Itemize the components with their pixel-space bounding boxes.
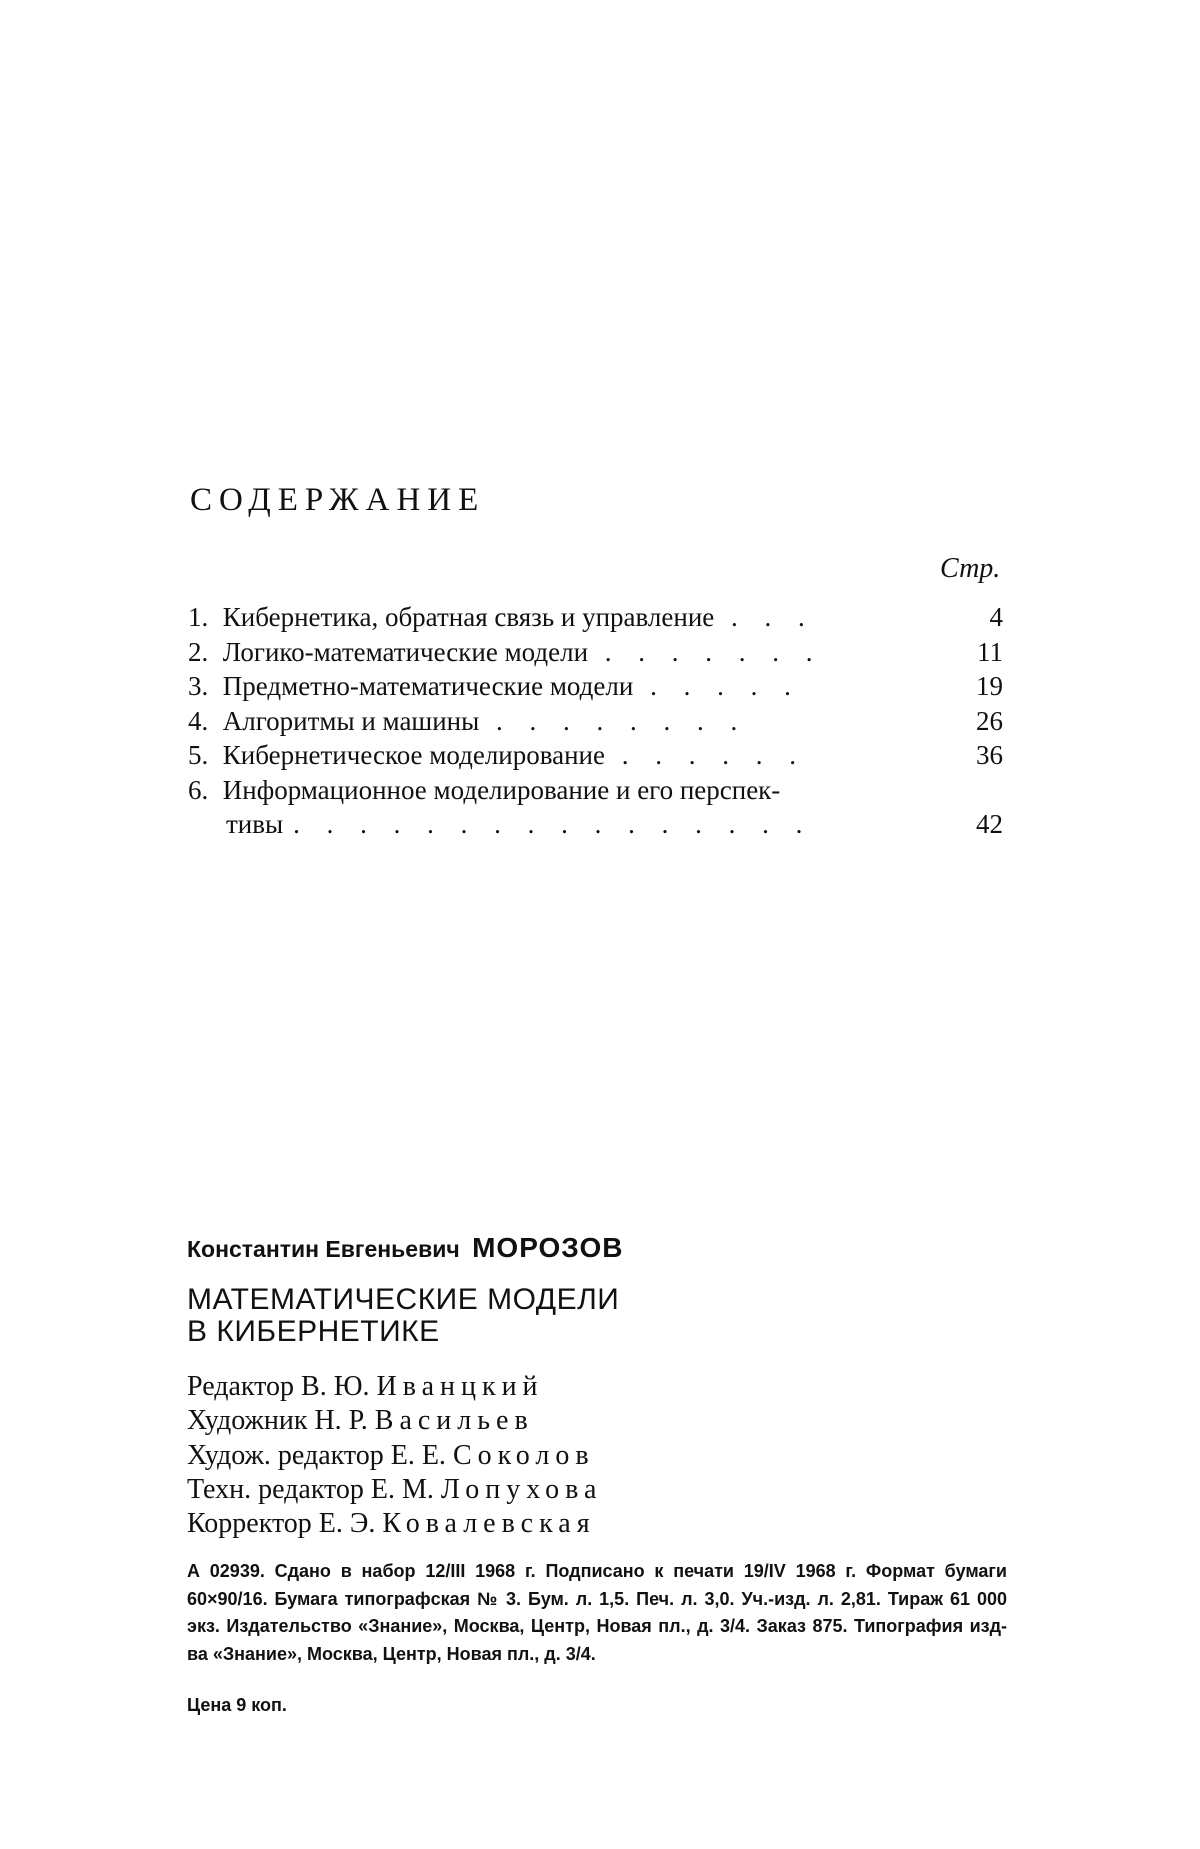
toc-item-number: 2. — [188, 636, 209, 667]
toc-item-number: 1. — [188, 602, 209, 632]
table-of-contents — [188, 600, 1003, 842]
toc-heading: СОДЕРЖАНИЕ — [190, 482, 486, 518]
book-title — [187, 1284, 619, 1348]
toc-item-title: Предметно-математические модели — [222, 671, 634, 701]
toc-item-title-continuation — [188, 807, 1003, 842]
price-label: Цена 9 коп. — [187, 1695, 287, 1715]
toc-item-number: 3. — [188, 671, 209, 701]
staff-entry — [187, 1473, 602, 1507]
toc-dot-leader: . . . . . . . . — [496, 705, 748, 736]
staff-entry — [187, 1507, 602, 1541]
toc-item-page: 4 — [989, 602, 1003, 632]
staff-name: Иванцкий — [376, 1371, 544, 1402]
staff-name: Лопухова — [440, 1473, 603, 1505]
toc-dot-leader: . . . . . . . — [604, 636, 823, 667]
staff-entry — [187, 1370, 602, 1404]
author-name — [187, 1232, 623, 1264]
toc-dot-leader: . . . . . . — [621, 740, 806, 770]
staff-role: Художник Н. Р. — [187, 1405, 368, 1437]
toc-item-number: 6. — [188, 774, 209, 805]
toc-dot-leader: . . . . . . . . . . . . . . . . — [293, 809, 813, 839]
staff-entry — [187, 1404, 602, 1438]
toc-item — [188, 704, 1003, 739]
toc-item-page: 42 — [976, 809, 1003, 839]
toc-item — [188, 738, 1003, 773]
staff-name: Соколов — [452, 1439, 595, 1471]
toc-item-title-line2: тивы — [226, 809, 284, 839]
toc-dot-leader: . . . — [731, 602, 815, 632]
author-surname: МОРОЗОВ — [472, 1232, 624, 1263]
book-title-line-2: В КИБЕРНЕТИКЕ — [187, 1315, 440, 1348]
staff-role: Редактор В. Ю. — [187, 1371, 370, 1402]
staff-role: Корректор Е. Э. — [187, 1508, 376, 1540]
book-title-line-1: МАТЕМАТИЧЕСКИЕ МОДЕЛИ — [187, 1283, 620, 1316]
editorial-staff-list — [187, 1370, 602, 1541]
staff-name: Ковалевская — [382, 1508, 596, 1540]
toc-item-number: 5. — [188, 740, 209, 770]
staff-role: Худож. редактор Е. Е. — [187, 1439, 446, 1471]
toc-item-page: 11 — [977, 636, 1003, 667]
toc-page-column-label: Стр. — [940, 553, 1001, 584]
toc-item — [188, 635, 1003, 670]
toc-item-title: Кибернетическое моделирование — [222, 740, 605, 770]
publication-imprint: А 02939. Сдано в набор 12/III 1968 г. Подписано к печати 19/IV 1968 г. Формат бумаги 60×90/16. Бумага типографская № 3. Бум. л. 1,5. Печ. л. 3,0. Уч.-изд. л. 2,81. Тираж 61 000 экз. Издательство «Знание», Москва, Центр, Новая пл., д. 3/4. Заказ 875. Типография изд-ва «Знание», Москва, Центр, Новая пл., д. 3/4. — [187, 1561, 1007, 1664]
staff-role: Техн. редактор Е. М. — [187, 1473, 434, 1505]
toc-item-title: Логико-математические модели — [222, 636, 589, 667]
toc-item — [188, 669, 1003, 704]
toc-item-page: 26 — [976, 705, 1003, 736]
toc-item-page: 36 — [976, 740, 1003, 770]
toc-item-title: Информационное моделирование и его перспек- — [222, 774, 781, 805]
toc-item — [188, 600, 1003, 635]
author-given-names: Константин Евгеньевич — [187, 1236, 460, 1262]
toc-item-title: Кибернетика, обратная связь и управление — [222, 602, 715, 632]
toc-item-number: 4. — [188, 705, 209, 736]
toc-item — [188, 773, 1003, 842]
toc-item-page: 19 — [976, 671, 1003, 701]
staff-name: Васильев — [374, 1405, 534, 1437]
toc-dot-leader: . . . . . — [650, 671, 801, 701]
staff-entry — [187, 1439, 602, 1473]
toc-item-title: Алгоритмы и машины — [222, 705, 480, 736]
